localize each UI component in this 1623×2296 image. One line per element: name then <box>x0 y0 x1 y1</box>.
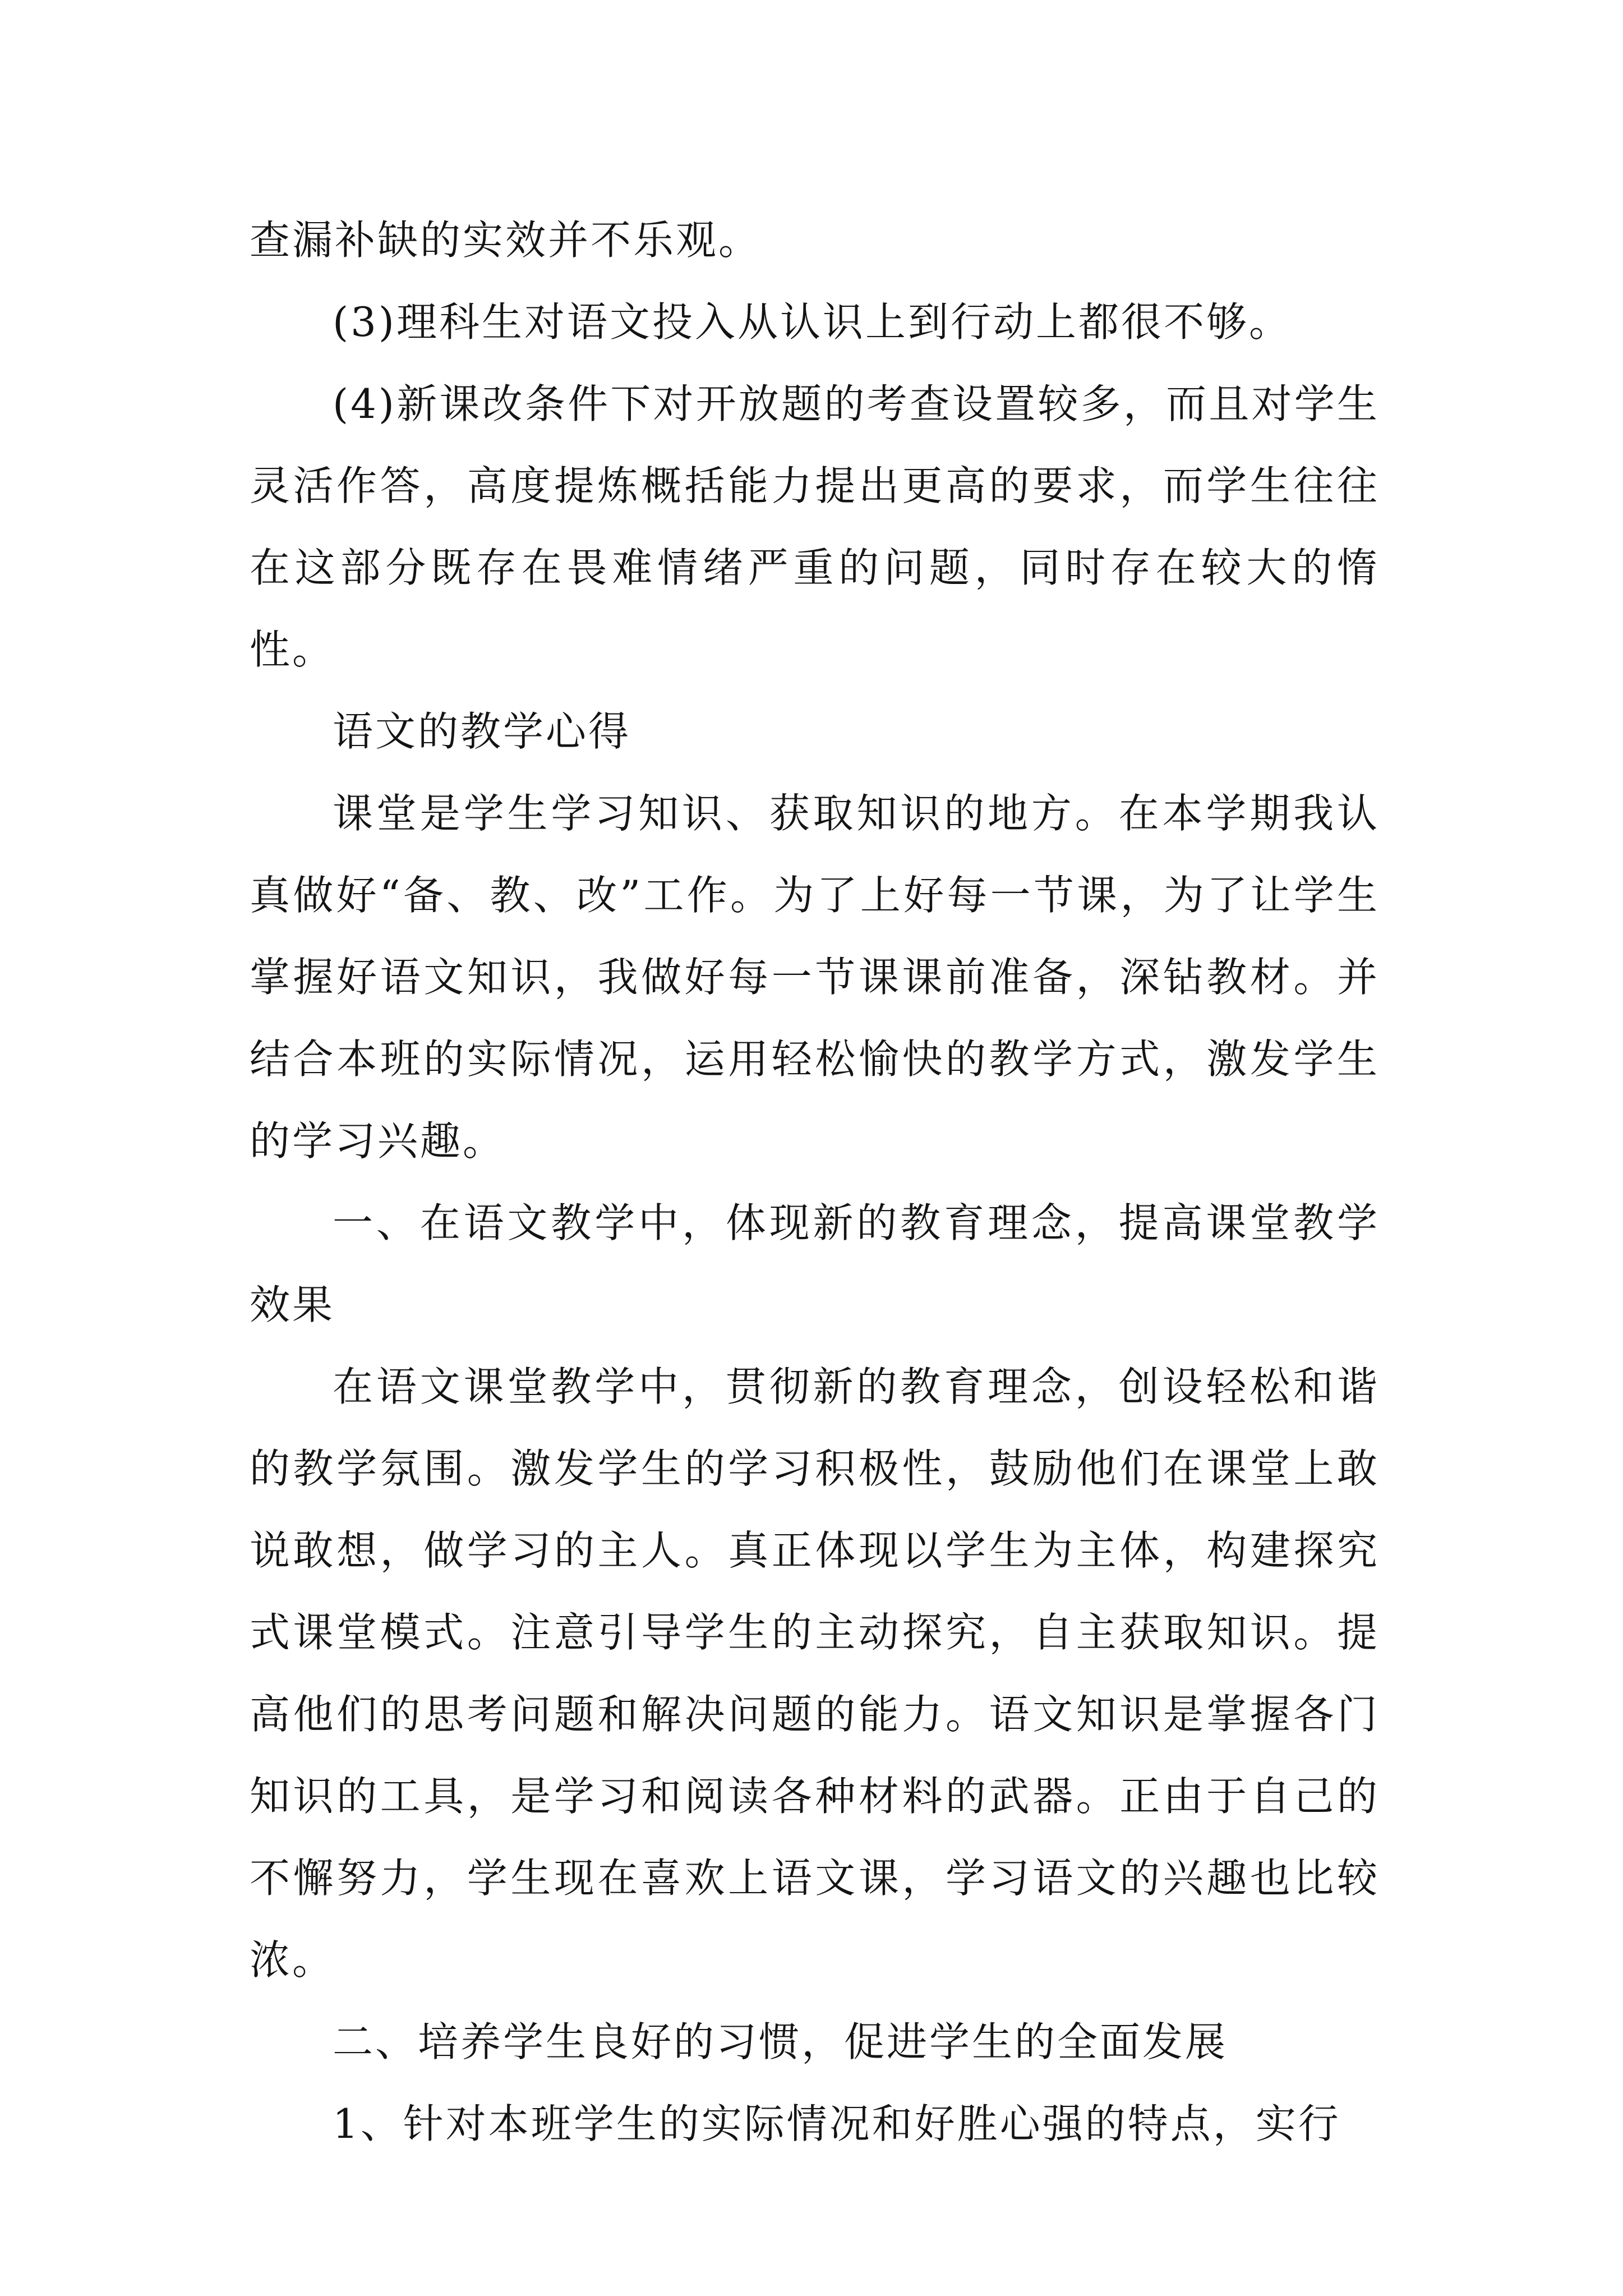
section-heading-1: 一、在语文教学中，体现新的教育理念，提高课堂教学效果 <box>250 1199 1380 1328</box>
paragraph-item-4: (4)新课改条件下对开放题的考查设置较多，而且对学生灵活作答，高度提炼概括能力提出更高的要求，而学生往往在这部分既存在畏难情绪严重的问题，同时存在较大的惰性。 <box>250 380 1380 673</box>
section-title: 语文的教学心得 <box>333 708 631 755</box>
document-body <box>250 199 1380 2165</box>
paragraph-item-3: (3)理科生对语文投入从认识上到行动上都很不够。 <box>333 298 1292 346</box>
paragraph-continuation: 查漏补缺的实效并不乐观。 <box>250 217 762 264</box>
paragraph-intro: 课堂是学生学习知识、获取知识的地方。在本学期我认真做好“备、教、改”工作。为了上好每一节课，为了让学生掌握好语文知识，我做好每一节课课前准备，深钻教材。并结合本班的实际情况，运用轻松愉快的教学方式，激发学生的学习兴趣。 <box>250 790 1380 1165</box>
paragraph-point-1: 1、针对本班学生的实际情况和好胜心强的特点，实行 <box>333 2100 1341 2147</box>
paragraph-section-1: 在语文课堂教学中，贯彻新的教育理念，创设轻松和谐的教学氛围。激发学生的学习积极性，鼓励他们在课堂上敢说敢想，做学习的主人。真正体现以学生为主体，构建探究式课堂模式。注意引导学生的主动探究，自主获取知识。提高他们的思考问题和解决问题的能力。语文知识是掌握各门知识的工具，是学习和阅读各种材料的武器。正由于自己的不懈努力，学生现在喜欢上语文课，学习语文的兴趣也比较浓。 <box>250 1363 1380 1984</box>
section-heading-2: 二、培养学生良好的习惯，促进学生的全面发展 <box>333 2018 1228 2065</box>
